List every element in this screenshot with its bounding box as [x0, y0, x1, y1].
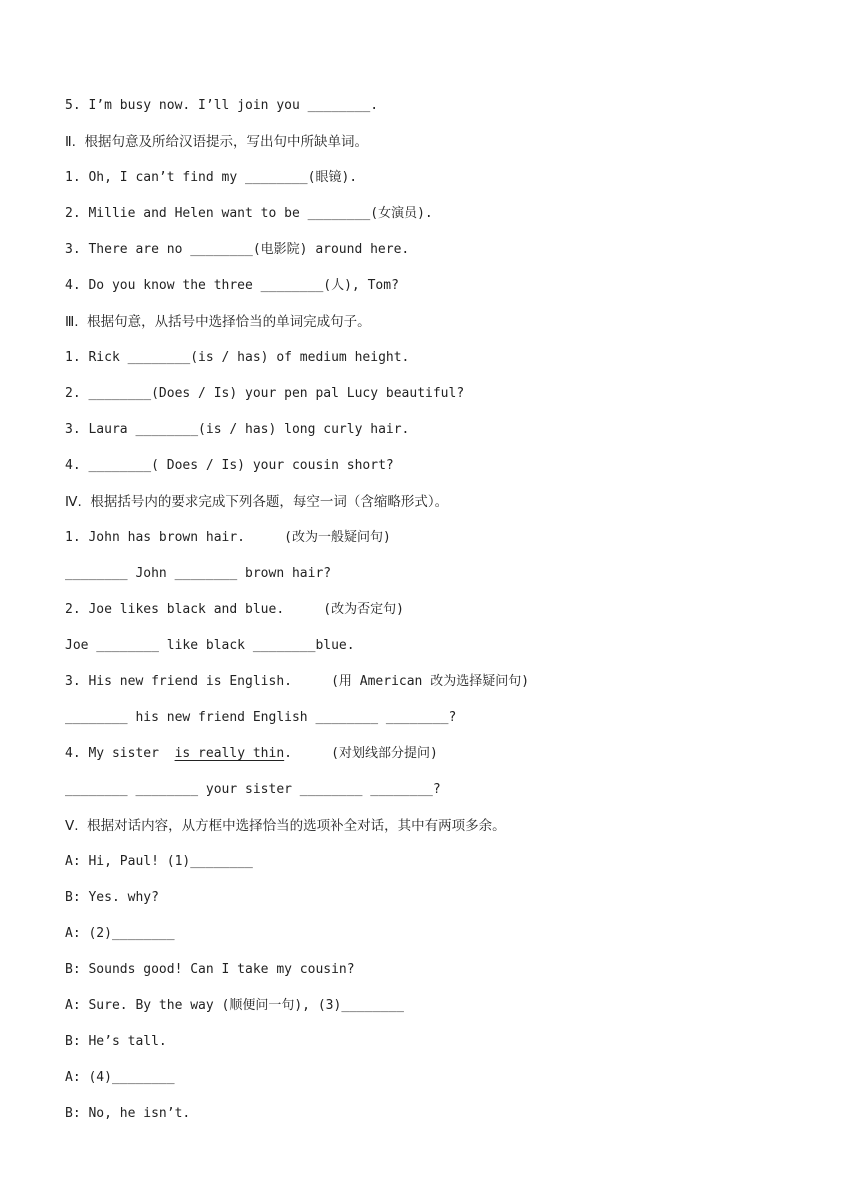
q2-4-people: 4. Do you know the three ________(人), Tom? [65, 278, 399, 293]
section-2-heading: Ⅱ. 根据句意及所给汉语提示，写出句中所缺单词。 [65, 134, 369, 150]
dialogue-line-6: B: He’s tall. [65, 1034, 167, 1049]
dialogue-line-7: A: (4)________ [65, 1070, 175, 1085]
dialogue-line-3: A: (2)________ [65, 926, 175, 941]
q4-1-answer: ________ John ________ brown hair? [65, 566, 332, 581]
q4-4-instruction: . (对划线部分提问) [284, 746, 438, 761]
q4-2-answer: Joe ________ like black ________blue. [65, 638, 355, 653]
q3-1-rick: 1. Rick ________(is / has) of medium height. [65, 350, 410, 365]
q4-2-prompt: 2. Joe likes black and blue. (改为否定句) [65, 602, 404, 617]
q4-4-underlined-part: is really thin [174, 746, 285, 761]
q2-2-actress: 2. Millie and Helen want to be ________(女演员). [65, 206, 433, 221]
dialogue-line-4: B: Sounds good! Can I take my cousin? [65, 962, 355, 977]
dialogue-line-5: A: Sure. By the way (顺便问一句), (3)________ [65, 998, 404, 1013]
q4-4-prefix: 4. My sister [65, 746, 175, 761]
section-3-heading: Ⅲ. 根据句意，从括号中选择恰当的单词完成句子。 [65, 314, 371, 330]
q3-3-laura: 3. Laura ________(is / has) long curly hair. [65, 422, 410, 437]
q4-1-prompt: 1. John has brown hair. (改为一般疑问句) [65, 530, 391, 545]
q2-1-glasses: 1. Oh, I can’t find my ________(眼镜). [65, 170, 358, 185]
dialogue-line-8: B: No, he isn’t. [65, 1106, 191, 1121]
dialogue-line-2: B: Yes. why? [65, 890, 159, 905]
q2-3-cinema: 3. There are no ________(电影院) around here. [65, 242, 410, 257]
q3-2-pen-pal: 2. ________(Does / Is) your pen pal Lucy beautiful? [65, 386, 465, 401]
q4-4-prompt [65, 744, 845, 764]
q4-3-prompt: 3. His new friend is English. (用 American 改为选择疑问句) [65, 674, 530, 689]
section-4-heading: Ⅳ. 根据括号内的要求完成下列各题，每空一词（含缩略形式）。 [65, 494, 449, 510]
section-5-heading: Ⅴ. 根据对话内容，从方框中选择恰当的选项补全对话，其中有两项多余。 [65, 818, 506, 834]
q1-5-join-you: 5. I’m busy now. I’ll join you ________. [65, 98, 379, 113]
dialogue-line-1: A: Hi, Paul! (1)________ [65, 854, 253, 869]
q4-4-answer: ________ ________ your sister ________ ________? [65, 782, 441, 797]
q4-3-answer: ________ his new friend English ________ ________? [65, 710, 457, 725]
q3-4-cousin: 4. ________( Does / Is) your cousin short? [65, 458, 394, 473]
